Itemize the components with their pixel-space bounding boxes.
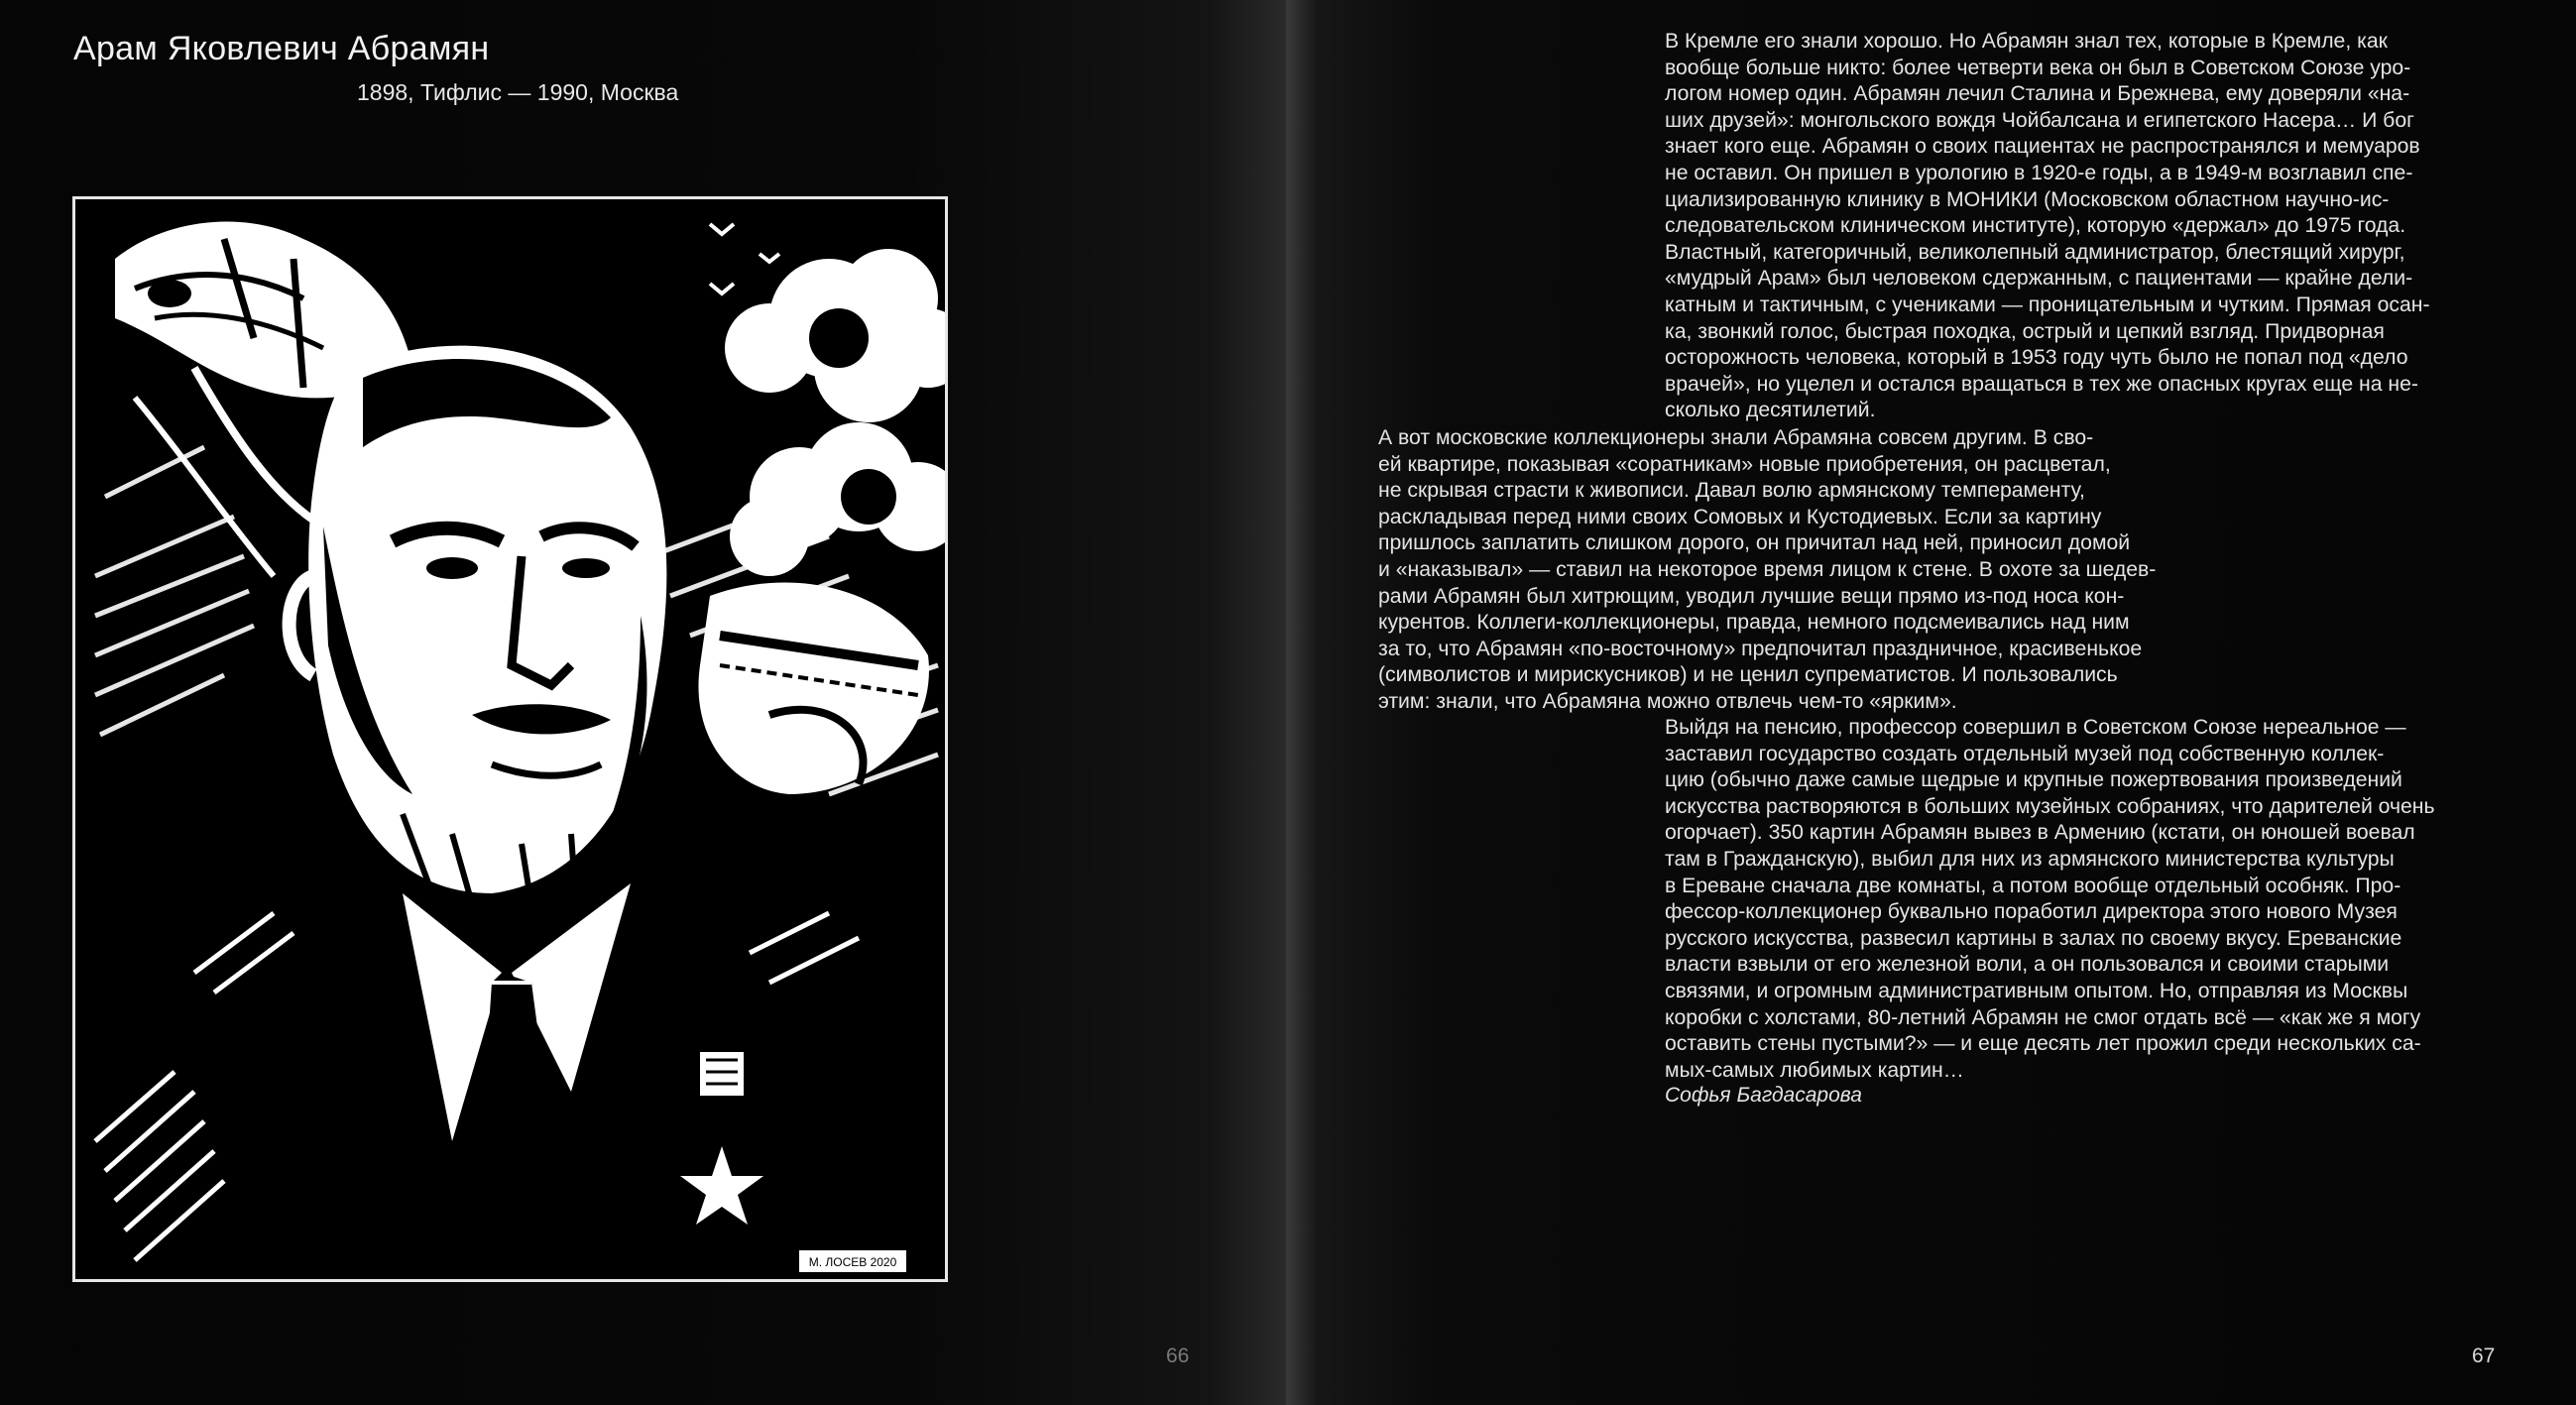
text-line: знает кого еще. Абрамян о своих пациентах не распространялся и мемуаров xyxy=(1665,135,2420,159)
text-line: мых-самых любимых картин… xyxy=(1665,1058,1964,1082)
text-line: циализированную клинику в МОНИКИ (Московском областном научно-ис- xyxy=(1665,187,2390,211)
text-line: в Ереване сначала две комнаты, а потом вообще отдельный особняк. Про- xyxy=(1665,874,2401,897)
text-line: ших друзей»: монгольского вождя Чойбалсана и египетского Насера… И бог xyxy=(1665,108,2414,132)
text-line: логом номер один. Абрамян лечил Сталина и Брежнева, ему доверяли «на- xyxy=(1665,82,2410,106)
text-line: оставить стены пустыми?» — и еще десять лет прожил среди нескольких са- xyxy=(1665,1032,2421,1056)
left-page xyxy=(0,0,1286,1405)
paragraph-1 xyxy=(1665,29,2430,424)
text-line: искусства растворяются в больших музейных собраниях, что дарителей очень xyxy=(1665,794,2435,818)
text-line: связями, и огромным административным опытом. Но, отправляя из Москвы xyxy=(1665,979,2408,1002)
life-dates: 1898, Тифлис — 1990, Москва xyxy=(357,79,679,105)
text-line: коробки с холстами, 80-летний Абрамян не смог отдать всё — «как же я могу xyxy=(1665,1005,2421,1029)
paragraph-2 xyxy=(1378,425,2156,716)
text-line: (символистов и мирискусников) и не ценил супрематистов. И пользовались xyxy=(1378,663,2118,687)
text-line: Властный, категоричный, великолепный администратор, блестящий хирург, xyxy=(1665,240,2405,264)
text-line: врачей», но уцелел и остался вращаться в тех же опасных кругах еще на не- xyxy=(1665,372,2418,396)
text-line: русского искусства, развесил картины в залах по своему вкусу. Ереванские xyxy=(1665,926,2402,950)
text-line: огорчает). 350 картин Абрамян вывез в Армению (кстати, он юношей воевал xyxy=(1665,821,2415,845)
text-line: не скрывая страсти к живописи. Давал волю армянскому темпераменту, xyxy=(1378,479,2085,503)
text-line: следовательском клиническом институте), которую «держал» до 1975 года. xyxy=(1665,214,2406,238)
text-line: заставил государство создать отдельный музей под собственную коллек- xyxy=(1665,742,2385,765)
text-line: ка, звонкий голос, быстрая походка, острый и цепкий взгляд. Придворная xyxy=(1665,319,2385,343)
text-line: цию (обычно даже самые щедрые и крупные пожертвования произведений xyxy=(1665,768,2402,792)
text-line: ей квартире, показывая «соратникам» новые приобретения, он расцветал, xyxy=(1378,452,2111,476)
text-line: этим: знали, что Абрамяна можно отвлечь чем-то «ярким». xyxy=(1378,689,1957,713)
text-line: фессор-коллекционер буквально поработил директора этого нового Музея xyxy=(1665,900,2398,924)
text-line: власти взвыли от его железной воли, а он пользовался и своими старыми xyxy=(1665,953,2390,977)
text-line: пришлось заплатить слишком дорого, он причитал над ней, приносил домой xyxy=(1378,531,2131,555)
text-line: А вот московские коллекционеры знали Абрамяна совсем другим. В сво- xyxy=(1378,426,2094,449)
artist-signature xyxy=(799,1250,906,1272)
svg-text:М. ЛОСЕВ 2020: М. ЛОСЕВ 2020 xyxy=(808,1255,897,1269)
person-name: Арам Яковлевич Абрамян xyxy=(73,30,490,67)
text-line: «мудрый Арам» был человеком сдержанным, с пациентами — крайне дели- xyxy=(1665,267,2413,291)
page-number-left: 66 xyxy=(1166,1345,1190,1367)
text-line: катным и тактичным, с учениками — проницательным и чутким. Прямая осан- xyxy=(1665,293,2430,316)
text-line: Выйдя на пенсию, профессор совершил в Советском Союзе нереальное — xyxy=(1665,716,2406,739)
text-line: рами Абрамян был хитрющим, уводил лучшие вещи прямо из-под носа кон- xyxy=(1378,584,2125,608)
text-line: и «наказывал» — ставил на некоторое время лицом к стене. В охоте за шедев- xyxy=(1378,557,2157,581)
text-line: осторожность человека, который в 1953 году чуть было не попал под «дело xyxy=(1665,346,2408,370)
text-line: сколько десятилетий. xyxy=(1665,399,1876,422)
text-line: В Кремле его знали хорошо. Но Абрамян знал тех, которые в Кремле, как xyxy=(1665,30,2388,53)
text-line: раскладывая перед ними своих Сомовых и Кустодиевых. Если за картину xyxy=(1378,505,2102,528)
text-line: не оставил. Он пришел в урологию в 1920-е годы, а в 1949-м возглавил спе- xyxy=(1665,161,2413,184)
text-line: вообще больше никто: более четверти века он был в Советском Союзе уро- xyxy=(1665,56,2411,79)
paragraph-3 xyxy=(1665,715,2435,1084)
text-line: за то, что Абрамян «по-восточному» предпочитал праздничное, красивенькое xyxy=(1378,637,2143,660)
page-number-right: 67 xyxy=(2472,1345,2496,1367)
author-signature: Софья Багдасарова xyxy=(1665,1084,1862,1107)
text-line: курентов. Коллеги-коллекционеры, правда, немного подсмеивались над ним xyxy=(1378,611,2130,635)
portrait-illustration xyxy=(75,199,945,1279)
text-line: там в Гражданскую), выбил для них из армянского министерства культуры xyxy=(1665,847,2395,871)
